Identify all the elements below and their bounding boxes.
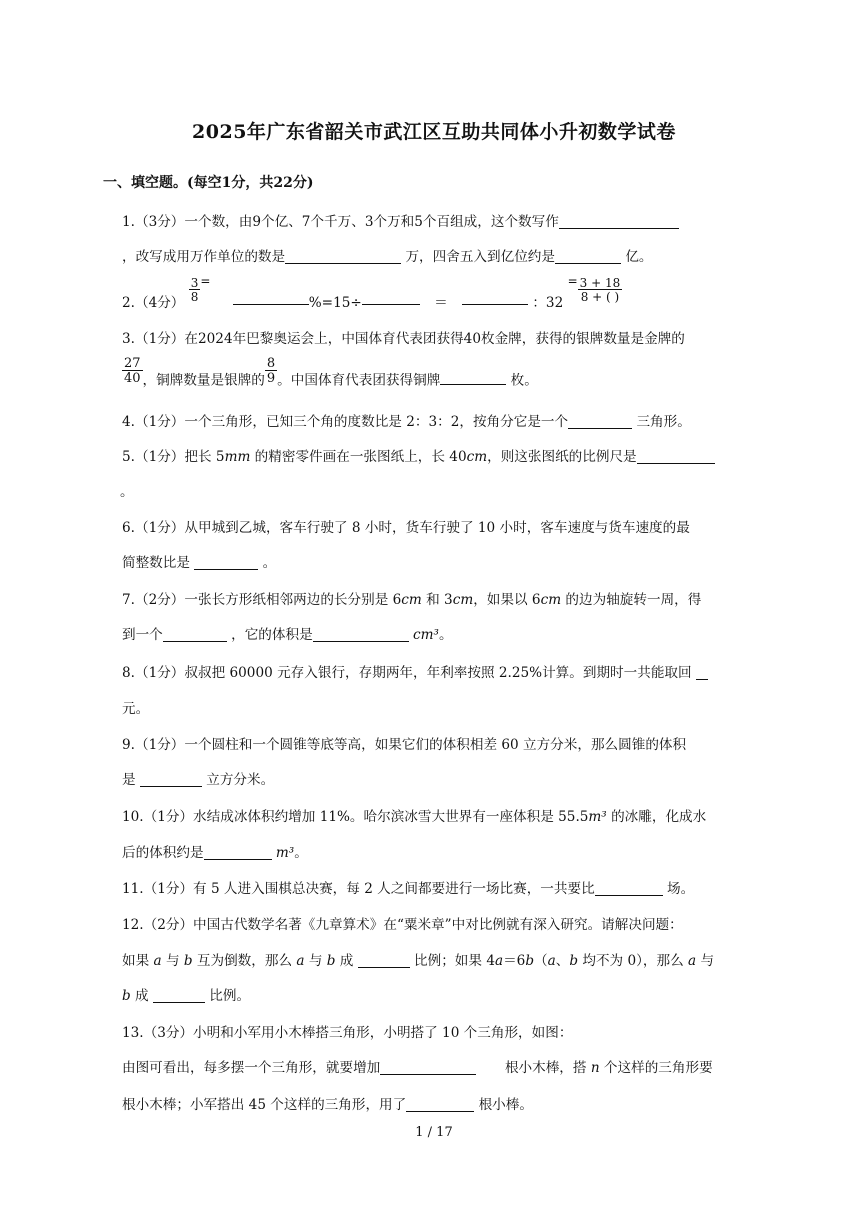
question-3-text: 3.（1分）在2024年巴黎奥运会上，中国体育代表团获得40枚金牌，获得的银牌数量是金牌的 — [122, 331, 685, 347]
question-3-line-2: $\frac{27}{40}$ ，铜牌数量是银牌的 $\frac{8}{9}$ 。中国体育代表团获得铜牌 枚。 — [124, 356, 538, 389]
answer-blank[interactable] — [194, 555, 258, 570]
answer-blank[interactable] — [140, 772, 202, 787]
question-1-text: 1.（3分）一个数，由9个亿、7个千万、3个万和5个百组成，这个数写作 — [122, 214, 559, 230]
answer-blank[interactable] — [406, 1097, 474, 1112]
answer-blank[interactable] — [696, 665, 708, 680]
answer-blank[interactable] — [163, 627, 227, 642]
section-heading: 一、填空题。(每空1分，共22分) — [103, 175, 314, 191]
question-12-line-3: b 成 比例。 — [122, 988, 251, 1004]
question-1-line-2 — [122, 245, 653, 265]
question-13-line-3: 根小木棒；小军搭出 45 个这样的三角形，用了 根小棒。 — [122, 1097, 533, 1113]
question-13-line-1: 13.（3分）小明和小军用小木棒搭三角形，小明搭了 10 个三角形，如图： — [122, 1025, 573, 1041]
question-2-label: 2.（4分） — [122, 295, 185, 311]
question-8-line-1: 8.（1分）叔叔把 60000 元存入银行，存期两年，年利率按照 2.25%计算。到期时一共能取回 — [122, 661, 708, 681]
question-10-line-2: 后的体积约是 m³。 — [122, 845, 308, 861]
answer-blank[interactable] — [362, 290, 420, 305]
answer-blank[interactable] — [462, 290, 528, 305]
question-6-line-1: 6.（1分）从甲城到乙城，客车行驶了 8 小时，货车行驶了 10 小时，客车速度与货车速度的最 — [122, 520, 690, 536]
fraction: $\frac{8}{9}$ — [266, 356, 276, 386]
question-4-line: 4.（1分）一个三角形，已知三个角的度数比是 2：3：2，按角分它是一个 三角形。 — [122, 414, 691, 430]
question-7-line-2: 到一个 ，它的体积是 cm³。 — [122, 627, 453, 643]
question-8-line-2: 元。 — [122, 701, 150, 717]
question-9-line-1: 9.（1分）一个圆柱和一个圆锥等底等高，如果它们的体积相差 60 立方分米，那么圆锥的体积 — [122, 737, 687, 753]
question-11-line: 11.（1分）有 5 人进入围棋总决赛，每 2 人之间都要进行一场比赛，一共要比 场。 — [122, 881, 695, 897]
question-9-line-2: 是 立方分米。 — [122, 772, 275, 788]
answer-blank[interactable] — [313, 627, 409, 642]
answer-blank[interactable] — [595, 881, 663, 896]
answer-blank[interactable] — [285, 249, 401, 264]
question-6-line-2: 简整数比是 。 — [122, 555, 277, 571]
fraction: $\frac{27}{40}$ — [124, 356, 141, 386]
question-10-line-1: 10.（1分）水结成冰体积约增加 11%。哈尔滨冰雪大世界有一座体积是 55.5m³ 的冰雕，化成水 — [122, 809, 707, 825]
answer-blank[interactable] — [568, 414, 632, 429]
answer-blank[interactable] — [637, 449, 715, 464]
question-12-line-2: 如果 a 与 b 互为倒数，那么 a 与 b 成 比例；如果 4a＝6b（a、b 均不为 0），那么 a 与 — [122, 953, 715, 969]
question-1-text: 万，四舍五入到亿位约是 — [405, 249, 555, 265]
question-13-line-2: 由图可看出，每多摆一个三角形，就要增加 根小木棒，搭 n 个这样的三角形要 — [122, 1060, 713, 1076]
answer-blank[interactable] — [440, 370, 506, 385]
question-7-line-1: 7.（2分）一张长方形纸相邻两边的长分别是 6cm 和 3cm，如果以 6cm 的边为轴旋转一周，得 — [122, 592, 702, 608]
question-3-line-1 — [122, 327, 685, 347]
answer-blank[interactable] — [233, 290, 309, 305]
answer-blank[interactable] — [153, 988, 205, 1003]
question-1-text: ，改写成用万作单位的数是 — [122, 249, 286, 265]
question-1-line-1 — [122, 210, 679, 230]
question-1-text: 亿。 — [625, 249, 653, 265]
answer-blank[interactable] — [358, 953, 410, 968]
answer-blank[interactable] — [204, 845, 272, 860]
page-title: 2025年广东省韶关市武江区互助共同体小升初数学试卷 — [192, 121, 676, 143]
answer-blank[interactable] — [559, 214, 679, 229]
question-5-line-2: 。 — [120, 484, 134, 500]
answer-blank[interactable] — [555, 249, 621, 264]
page-number: 1 / 17 — [415, 1125, 453, 1140]
question-2-line: 2.（4分） $\frac{3}{8}$ = %=15÷ ＝ ：32 = $\frac{3 + 18}{8 + ( )}$ — [122, 274, 621, 311]
fraction: $\frac{3 + 18}{8 + ( )}$ — [579, 275, 621, 304]
question-5-line-1: 5.（1分）把长 5mm 的精密零件画在一张图纸上，长 40cm，则这张图纸的比例尺是 — [122, 445, 715, 465]
fraction: $\frac{3}{8}$ — [190, 275, 199, 304]
question-12-line-1: 12.（2分）中国古代数学名著《九章算术》在“粟米章”中对比例就有深入研究。请解决问题： — [122, 917, 683, 933]
answer-blank[interactable] — [380, 1060, 476, 1075]
